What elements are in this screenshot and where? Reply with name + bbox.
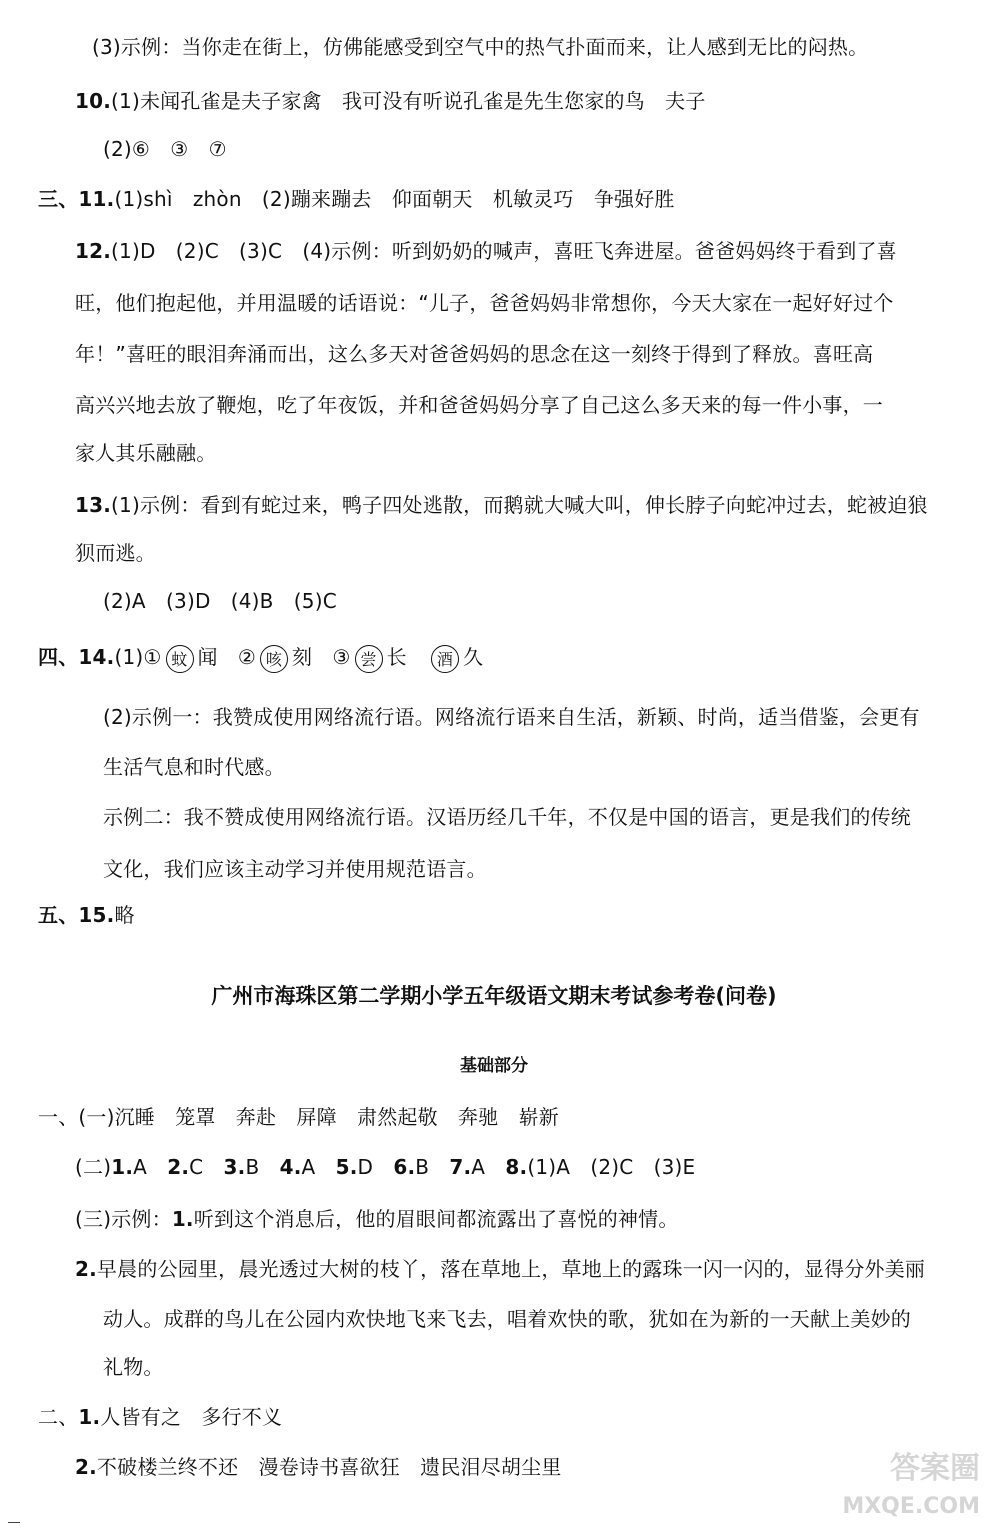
circled-char-2: 咳 xyxy=(260,645,288,673)
answer-line-14-1: 四、14.(1)① 蚊 闻 ② 咳 刻 ③ 尝 长 酒 久 xyxy=(38,644,483,673)
section-subtitle: 基础部分 xyxy=(460,1056,528,1076)
basic-line-3: (三)示例：1.听到这个消息后，他的眉眼间都流露出了喜悦的神情。 xyxy=(75,1207,679,1231)
basic-line-7: 二、1.人皆有之 多行不义 xyxy=(38,1405,283,1429)
watermark-logo: 答案圈 MXQE.COM xyxy=(842,1451,980,1519)
basic-line-5: 动人。成群的鸟儿在公园内欢快地飞来飞去，唱着欢快的歌，犹如在为新的一天献上美妙的 xyxy=(103,1307,911,1331)
exam-title: 广州市海珠区第二学期小学五年级语文期末考试参考卷(问卷) xyxy=(211,984,777,1008)
page-edge-mark xyxy=(8,1522,20,1523)
basic-line-1: 一、(一)沉睡 笼罩 奔赴 屏障 肃然起敬 奔驰 崭新 xyxy=(38,1105,560,1129)
answer-line-14-3: 生活气息和时代感。 xyxy=(103,755,285,779)
circled-char-1: 蚊 xyxy=(166,645,194,673)
answer-line-13-2: 狈而逃。 xyxy=(75,541,156,565)
answer-line-14-2: (2)示例一：我赞成使用网络流行语。网络流行语来自生活，新颖、时尚，适当借鉴，会更有 xyxy=(103,705,920,729)
answer-line-12-4: 高兴兴地去放了鞭炮，吃了年夜饭，并和爸爸妈妈分享了自己这么多天来的每一件小事，一 xyxy=(75,393,883,417)
answer-line-14-4: 示例二：我不赞成使用网络流行语。汉语历经几千年，不仅是中国的语言，更是我们的传统 xyxy=(103,805,911,829)
circled-char-4: 酒 xyxy=(431,645,459,673)
answer-line-10-2: (2)⑥ ③ ⑦ xyxy=(103,137,227,161)
basic-line-4: 2.早晨的公园里，晨光透过大树的枝丫，落在草地上，草地上的露珠一闪一闪的，显得分外美丽 xyxy=(75,1257,926,1281)
answer-line-12-5: 家人其乐融融。 xyxy=(75,441,217,465)
answer-line-11: 三、11.(1)shì zhòn (2)蹦来蹦去 仰面朝天 机敏灵巧 争强好胜 xyxy=(38,187,675,211)
basic-line-2: (二)1.A 2.C 3.B 4.A 5.D 6.B 7.A 8.(1)A (2)C (3)E xyxy=(75,1155,696,1179)
answer-line-13-3: (2)A (3)D (4)B (5)C xyxy=(103,589,337,613)
answer-line-12-2: 旺，他们抱起他，并用温暖的话语说：“儿子，爸爸妈妈非常想你，今天大家在一起好好过个 xyxy=(75,291,894,315)
answer-line-12-1: 12.(1)D (2)C (3)C (4)示例：听到奶奶的喊声，喜旺飞奔进屋。爸爸妈妈终于看到了喜 xyxy=(75,239,897,263)
answer-line-14-5: 文化，我们应该主动学习并使用规范语言。 xyxy=(103,857,487,881)
answer-line-15: 五、15.略 xyxy=(38,903,135,927)
answer-line-9-3: (3)示例：当你走在街上，仿佛能感受到空气中的热气扑面而来，让人感到无比的闷热。 xyxy=(92,35,869,59)
basic-line-8: 2.不破楼兰终不还 漫卷诗书喜欲狂 遗民泪尽胡尘里 xyxy=(75,1455,562,1479)
answer-line-10-1: 10.(1)未闻孔雀是夫子家禽 我可没有听说孔雀是先生您家的鸟 夫子 xyxy=(75,89,706,113)
basic-line-6: 礼物。 xyxy=(103,1355,164,1379)
answer-line-13-1: 13.(1)示例：看到有蛇过来，鸭子四处逃散，而鹅就大喊大叫，伸长脖子向蛇冲过去，蛇被迫狼 xyxy=(75,493,928,517)
answer-line-12-3: 年！”喜旺的眼泪奔涌而出，这么多天对爸爸妈妈的思念在这一刻终于得到了释放。喜旺高 xyxy=(75,342,874,366)
circled-char-3: 尝 xyxy=(355,645,383,673)
